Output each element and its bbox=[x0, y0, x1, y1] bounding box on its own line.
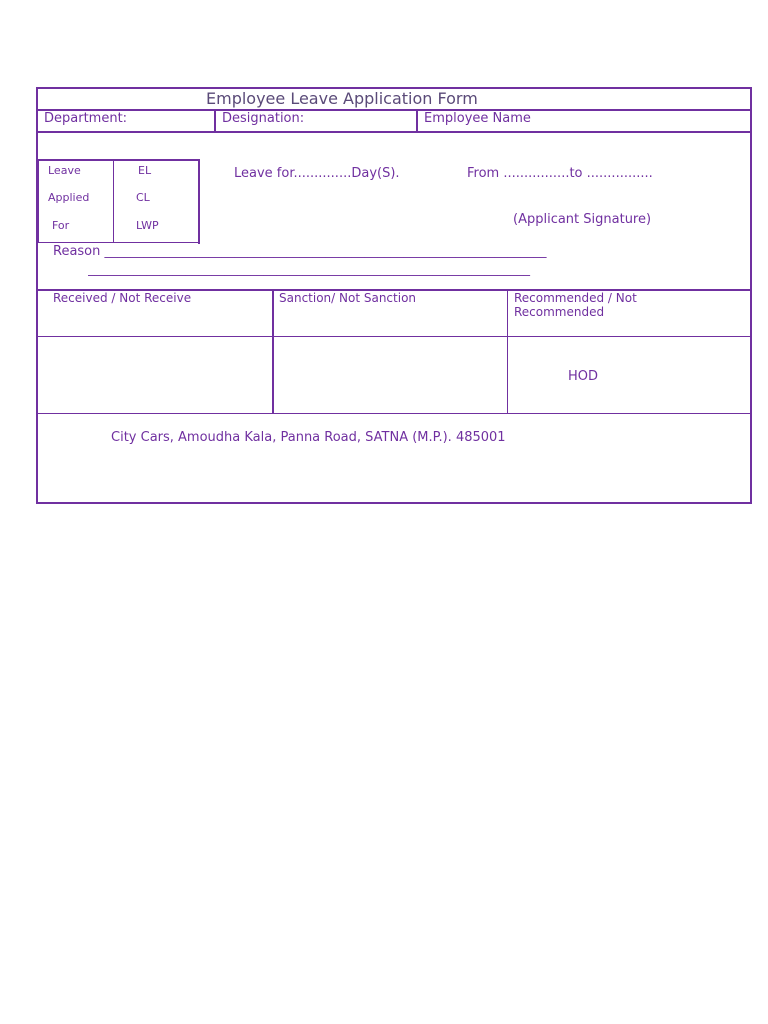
leave-box-middle bbox=[113, 159, 114, 243]
status-table-bottom bbox=[36, 413, 752, 414]
header-separator-2 bbox=[416, 109, 418, 132]
leave-box-bottom bbox=[38, 242, 200, 243]
status-separator-2 bbox=[507, 289, 508, 414]
status-header-divider bbox=[36, 336, 752, 337]
frame-bottom-border bbox=[36, 502, 752, 504]
status-separator-1 bbox=[272, 289, 274, 414]
frame-right-border bbox=[750, 87, 752, 504]
received-status-header: Received / Not Receive bbox=[53, 291, 192, 305]
leave-box-top bbox=[38, 159, 200, 161]
leave-type-cl: CL bbox=[136, 191, 150, 204]
frame-left-border bbox=[36, 87, 38, 504]
title-divider bbox=[36, 109, 752, 111]
leave-box-left bbox=[38, 159, 39, 243]
leave-type-el: EL bbox=[138, 164, 152, 177]
leave-box-label-applied: Applied bbox=[48, 191, 90, 204]
company-address: City Cars, Amoudha Kala, Panna Road, SATNA (M.P.). 485001 bbox=[111, 430, 506, 445]
from-to-line: From ................to ................ bbox=[467, 166, 653, 181]
header-row-divider bbox=[36, 131, 752, 133]
hod-label: HOD bbox=[568, 369, 599, 384]
employee-name-label: Employee Name bbox=[424, 111, 531, 126]
applicant-signature-label: (Applicant Signature) bbox=[513, 212, 652, 227]
department-label: Department: bbox=[44, 111, 128, 126]
form-title: Employee Leave Application Form bbox=[206, 89, 478, 108]
leave-box-right bbox=[198, 159, 200, 244]
reason-line-1: Reason ____________________________________________________________________ bbox=[53, 245, 547, 258]
sanction-status-header: Sanction/ Not Sanction bbox=[279, 291, 417, 305]
leave-box-label-leave: Leave bbox=[48, 164, 81, 177]
leave-type-lwp: LWP bbox=[136, 219, 159, 232]
leave-box-label-for: For bbox=[52, 219, 70, 232]
designation-label: Designation: bbox=[222, 111, 305, 126]
header-separator-1 bbox=[214, 109, 216, 132]
recommended-status-header: Recommended / Not Recommended bbox=[514, 291, 637, 319]
reason-line-2: ____________________________________________________________________ bbox=[88, 263, 530, 276]
leave-for-days-line: Leave for..............Day(S). bbox=[234, 166, 400, 181]
